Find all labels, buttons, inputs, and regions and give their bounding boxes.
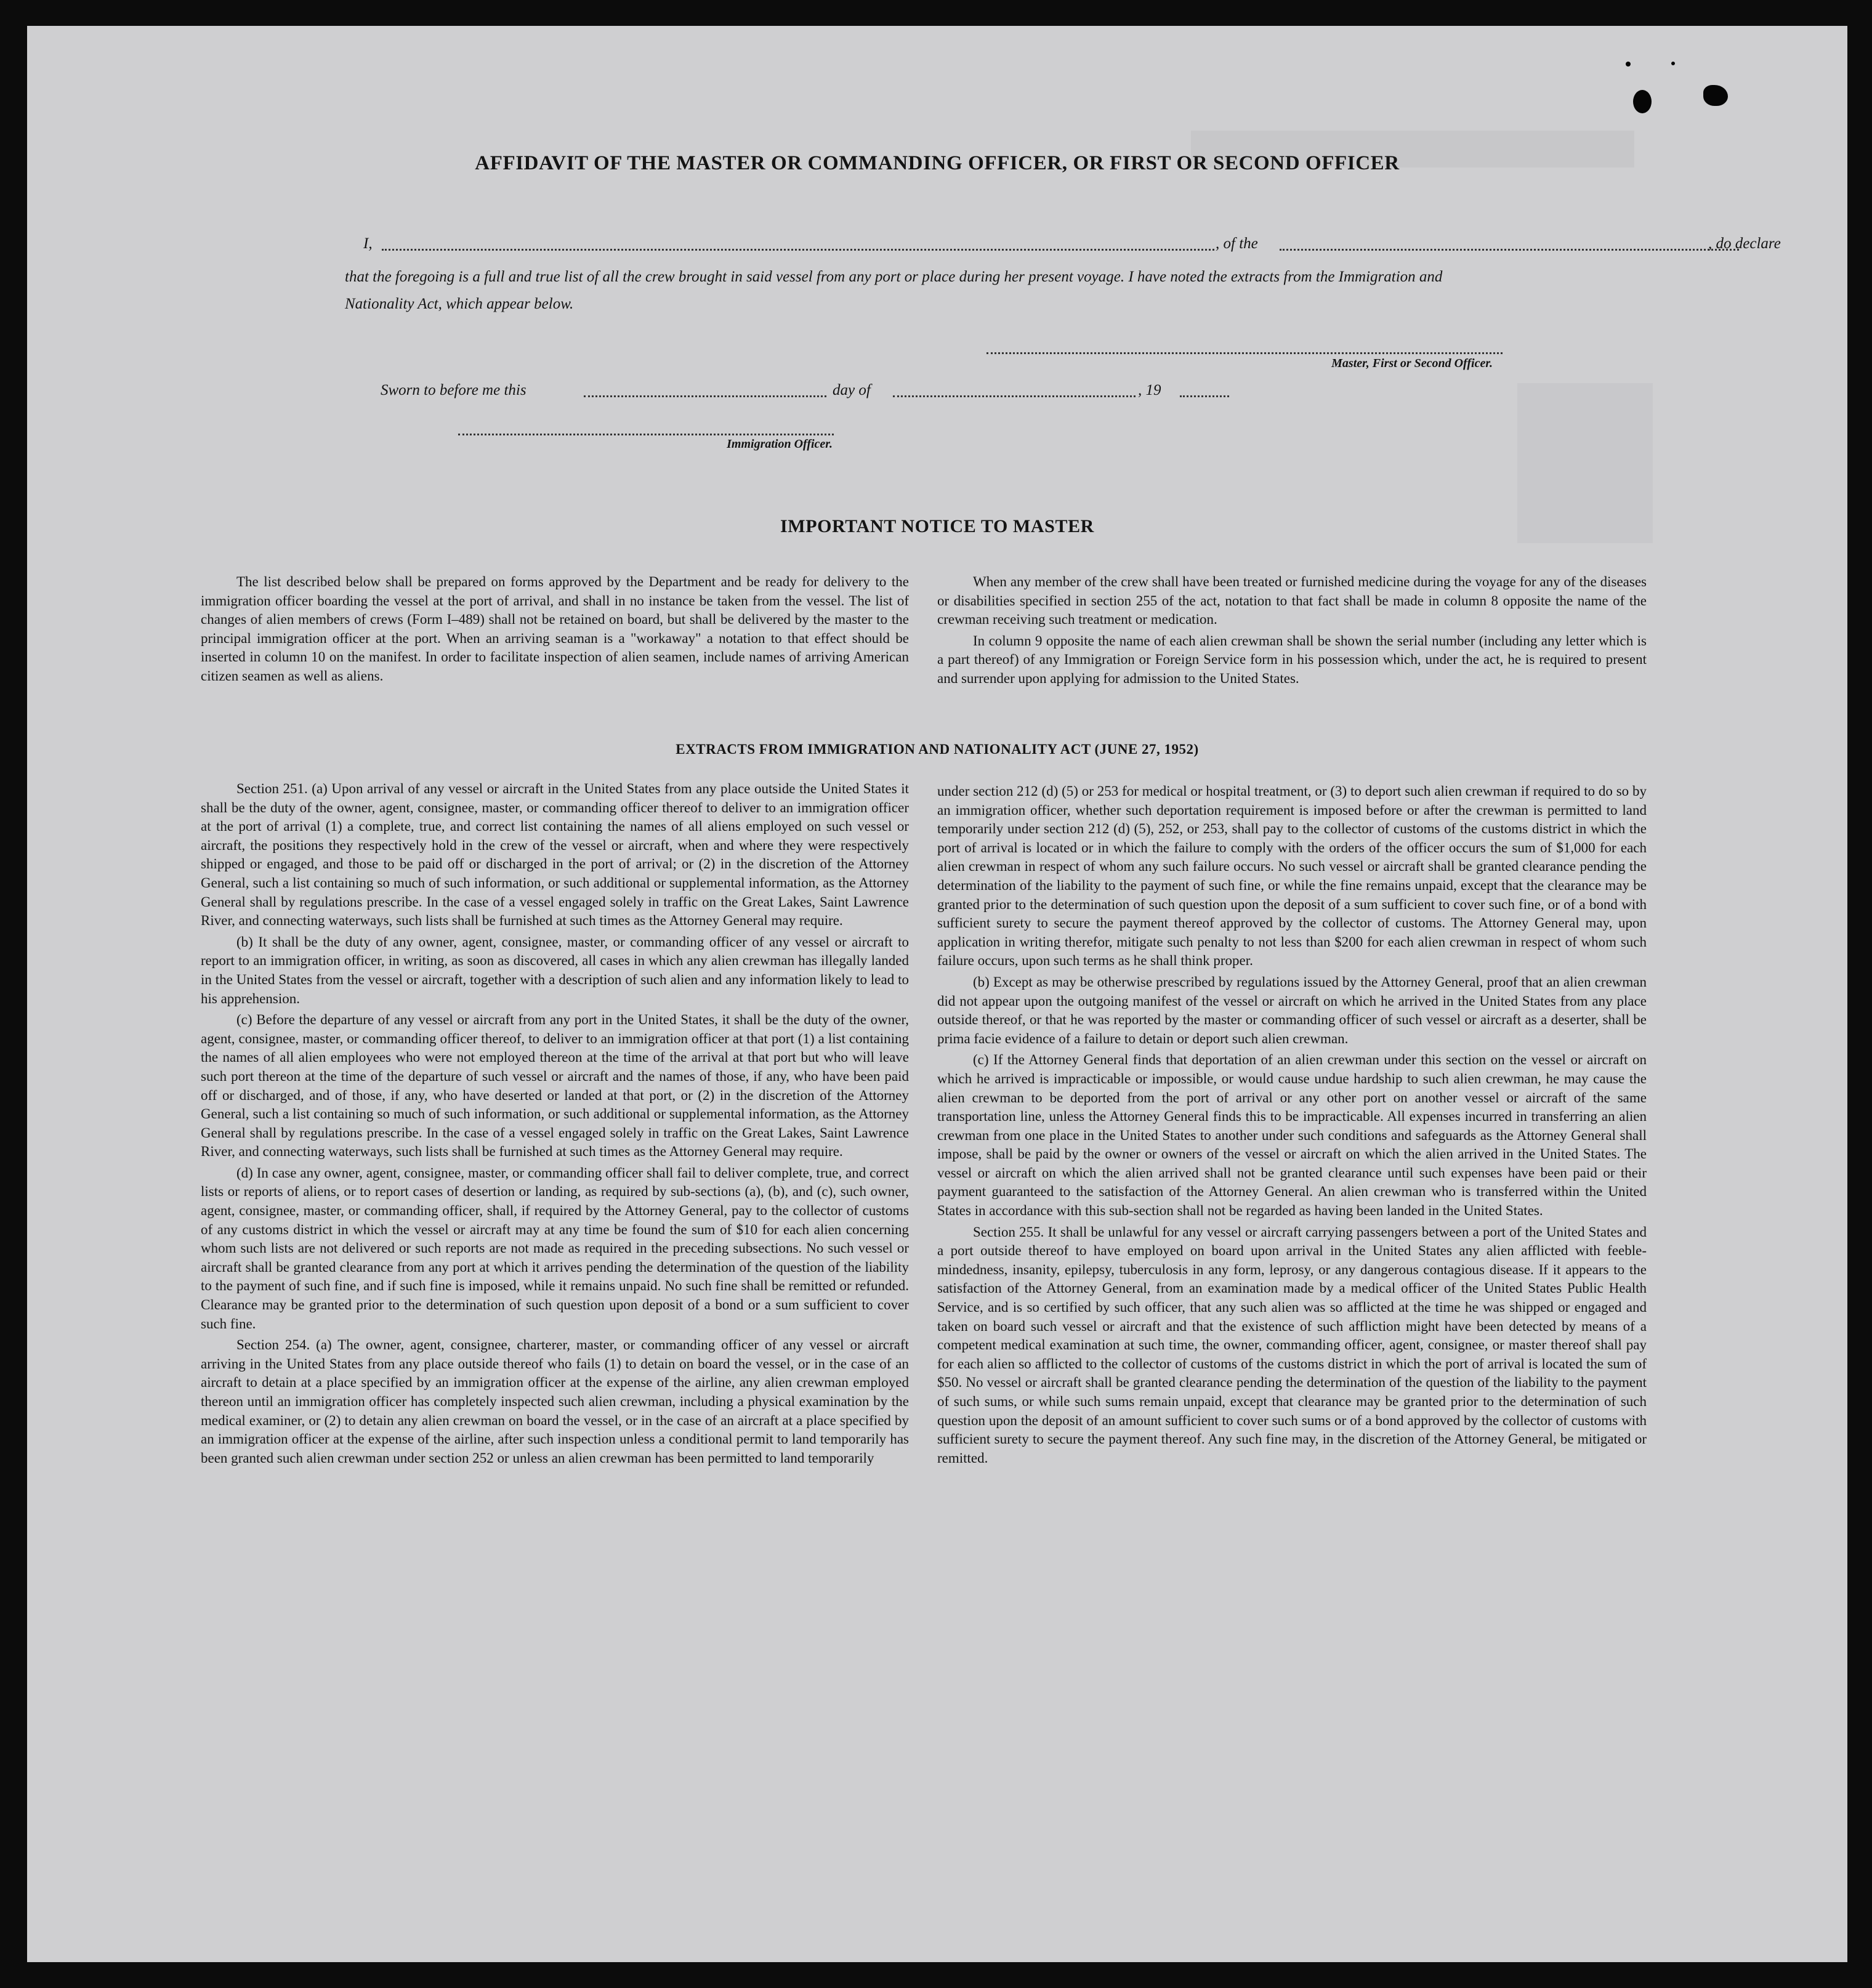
punch-hole-mark: [1633, 90, 1652, 113]
section-254-a: Section 254. (a) The owner, agent, consignee, charterer, master, or commanding officer of any vessel or aircraft arriving in the United States from any place outside thereof who fails (1) to detain on board the vessel, or in the case of an aircraft to detain at a place specified by an immigration officer at the expense of the airline, any alien crewman employed thereon until an immigration officer has completely inspected such alien crewman, including a physical examination by the medical examiner, or (2) to detain any alien crewman on board the vessel, or in the case of an aircraft at a place specified by an immigration officer at the expense of the airline, after such inspection unless a conditional permit to land temporarily has been granted such alien crewman under section 252 or unless an alien crewman has been permitted to land temporarily: [201, 1337, 909, 1466]
notice-paragraph: When any member of the crew shall have been treated or furnished medicine during the voyage for any of the diseases or disabilities specified in section 255 of the act, notation to that fact shall be made in column 8 opposite the name of the crewman receiving such treatment or medication.: [937, 574, 1647, 628]
sworn-label: Sworn to before me this: [381, 382, 526, 398]
notice-left-column: [201, 573, 909, 689]
name-field[interactable]: [382, 235, 1214, 251]
notice-right-column: [937, 573, 1647, 691]
sworn-year-field[interactable]: [1180, 382, 1229, 397]
speck-mark: [1626, 62, 1631, 67]
extracts-right-column: [937, 782, 1647, 1470]
affidavit-title: AFFIDAVIT OF THE MASTER OR COMMANDING OFFICER, OR FIRST OR SECOND OFFICER: [475, 152, 1400, 174]
day-of-label: day of: [833, 382, 871, 398]
signature-label: Master, First or Second Officer.: [1331, 357, 1493, 370]
declaration-text: that the foregoing is a full and true list of all the crew brought in said vessel from any port or place during her present voyage. I have noted the extracts from the Immigration and Nationality Act, which appear below.: [345, 269, 1443, 312]
immigration-officer-signature-line[interactable]: [458, 434, 834, 437]
notice-paragraph: The list described below shall be prepared on forms approved by the Department and be ready for delivery to the immigration officer boarding the vessel at the port of arrival, and shall in no instance be taken from the vessel. The list of changes of alien members of crews (Form I–489) shall not be retained on board, but shall be delivered by the master to the principal immigration officer at the port. When an arriving seaman is a "workaway" a notation to that effect should be inserted in column 10 on the manifest. In order to facilitate inspection of alien seamen, include names of arriving American citizen seamen as well as aliens.: [201, 574, 909, 684]
notice-title: IMPORTANT NOTICE TO MASTER: [780, 516, 1094, 536]
section-254-c: (c) If the Attorney General finds that deportation of an alien crewman under this section on the vessel or aircraft on which he arrived is impracticable or impossible, or would cause undue hardship to such alien crewman, he may cause the alien crewman to be deported from the port of arrival or any other port on another vessel or aircraft of the same transportation line, unless the Attorney General finds this to be impracticable. All expenses incurred in transferring an alien crewman from one place in the United States to another under such conditions and safeguards as the Attorney General shall impose, shall be paid by the owner or owners of the vessel or aircraft on which the alien arrived in the United States. The vessel or aircraft on which the alien arrived shall not be granted clearance until such expenses have been paid or their payment guaranteed to the satisfaction of the Attorney General. An alien crewman who is transferred within the United States in accordance with this sub-section shall not be regarded as having been landed in the United States.: [937, 1052, 1647, 1219]
speck-mark: [1671, 62, 1675, 65]
vessel-field[interactable]: [1280, 235, 1739, 251]
extracts-title: EXTRACTS FROM IMMIGRATION AND NATIONALITY ACT (JUNE 27, 1952): [676, 741, 1199, 757]
i-label: I,: [363, 235, 373, 252]
do-declare-label: , do declare: [1708, 235, 1781, 252]
section-254-a-continued: under section 212 (d) (5) or 253 for medical or hospital treatment, or (3) to deport such alien crewman if required to do so by an immigration officer, whether such deportation requirement is imposed before or after the crewman is permitted to land temporarily under section 212 (d) (5), 252, or 253, shall pay to the collector of customs of the customs district in which the port of arrival is located or in which the failure to comply with the orders of the officer occurs the sum of $1,000 for each alien crewman in respect of whom any such failure occurs. No such vessel or aircraft shall be granted clearance pending the determination of the liability to the payment of such fine, or while the fine remains unpaid, except that the clearance may be granted prior to the determination of such question upon the deposit of a sum sufficient to cover such fine, or of a bond with sufficient surety to secure the payment thereof approved by the collector of customs. The Attorney General may, upon application in writing therefor, mitigate such penalty to not less than $200 for each alien crewman in respect of whom such failure occurs, upon such terms as he shall think proper.: [937, 783, 1647, 969]
section-251-d: (d) In case any owner, agent, consignee, master, or commanding officer shall fail to deliver complete, true, and correct lists or reports of aliens, or to report cases of desertion or landing, as required by sub-sections (a), (b), and (c), such owner, agent, consignee, master, or commanding officer, shall, if required by the Attorney General, pay to the collector of customs of any customs district in which the vessel or aircraft may at any time be found the sum of $10 for each alien concerning whom such lists are not delivered or such reports are not made as required in the preceding subsections. No such vessel or aircraft shall be granted clearance from any port at which it arrives pending the determination of the question of the liability to the payment of such fine, and if such fine is imposed, while it remains unpaid. No such fine shall be remitted or refunded. Clearance may be granted prior to the determination of such question upon deposit of a bond or a sum sufficient to cover such fine.: [201, 1165, 909, 1331]
section-251-b: (b) It shall be the duty of any owner, agent, consignee, master, or commanding officer of any vessel or aircraft to report to an immigration officer, in writing, as soon as discovered, all cases in which any alien crewman has illegally landed in the United States from the vessel or aircraft, together with a description of such alien and any information likely to lead to his apprehension.: [201, 934, 909, 1006]
signature-line[interactable]: [986, 352, 1503, 355]
section-254-b: (b) Except as may be otherwise prescribed by regulations issued by the Attorney General, proof that an alien crewman did not appear upon the outgoing manifest of the vessel or aircraft on which he arrived in the United States from any place outside thereof, or that he was reported by the master or commanding officer of such vessel or aircraft as a deserter, shall be prima facie evidence of a failure to detain or deport such alien crewman.: [937, 974, 1647, 1046]
year-label: , 19: [1138, 382, 1161, 398]
extracts-left-column: [201, 780, 909, 1470]
sworn-line: [381, 382, 1237, 404]
immigration-officer-label: Immigration Officer.: [727, 437, 833, 451]
of-the-label: , of the: [1216, 235, 1258, 252]
sworn-month-field[interactable]: [893, 382, 1136, 397]
notice-paragraph: In column 9 opposite the name of each alien crewman shall be shown the serial number (including any letter which is a part thereof) of any Immigration or Foreign Service form in his possession which, under the act, he is required to present and surrender upon applying for admission to the United States.: [937, 632, 1647, 686]
section-251-c: (c) Before the departure of any vessel or aircraft from any port in the United States, it shall be the duty of the owner, agent, consignee, master, or commanding officer thereof, to deliver to an immigration officer at that port (1) a list containing the names of all alien employees who were not employed thereon at the time of the arrival at that port but who will leave such port thereon at the time of the departure of such vessel or aircraft and the names of those, if any, who have been paid off or discharged, and of those, if any, who have deserted or landed at that port, or (2) in the discretion of the Attorney General, such a list containing so much of such information, or such additional or supplemental information, as the Attorney General shall by regulations prescribe. In the case of a vessel engaged solely in traffic on the Great Lakes, Saint Lawrence River, and connecting waterways, such lists shall be furnished at such times as the Attorney General may require.: [201, 1012, 909, 1160]
declaration-line: [363, 235, 1781, 257]
punch-hole-mark: [1703, 85, 1728, 106]
sworn-day-field[interactable]: [584, 382, 826, 397]
section-255: Section 255. It shall be unlawful for any vessel or aircraft carrying passengers between a port of the United States and a port outside thereof to have employed on board upon arrival in the United States any alien afflicted with feeble-mindedness, insanity, epilepsy, tuberculosis in any form, leprosy, or any dangerous contagious disease. If it appears to the satisfaction of the Attorney General, from an examination made by a medical officer of the United States Public Health Service, and is so certified by such officer, that any such alien was so afflicted at the time he was shipped or engaged and taken on board such vessel or aircraft and that the existence of such affliction might have been detected by means of a competent medical examination at such time, the owner, commanding officer, agent, consignee, or master thereof shall pay for each alien so afflicted to the collector of customs of the customs district in which the port of arrival is located the sum of $50. No vessel or aircraft shall be granted clearance pending the determination of the question of the liability to the payment of such sums, or while such sums remain unpaid, except that clearance may be granted prior to the determination of such question upon the deposit of an amount sufficient to cover such sums or of a bond approved by the collector of customs with sufficient surety to secure the payment thereof. Any such fine may, in the discretion of the Attorney General, be mitigated or remitted.: [937, 1224, 1647, 1466]
document-page: [27, 26, 1847, 1962]
section-251-a: Section 251. (a) Upon arrival of any vessel or aircraft in the United States from any place outside the United States it shall be the duty of the owner, agent, consignee, master, or commanding officer thereof to deliver to an immigration officer at the port of arrival (1) a complete, true, and correct list containing the names of all aliens employed on such vessel or aircraft, the positions they respectively hold in the crew of the vessel or aircraft, when and where they were respectively shipped or engaged, and those to be paid off or discharged in the port of arrival; or (2) in the discretion of the Attorney General, such a list containing so much of such information, or such additional or supplemental information, as the Attorney General shall by regulations prescribe. In the case of a vessel engaged solely in traffic on the Great Lakes, Saint Lawrence River, and connecting waterways, such lists shall be furnished at such times as the Attorney General may require.: [201, 781, 909, 929]
